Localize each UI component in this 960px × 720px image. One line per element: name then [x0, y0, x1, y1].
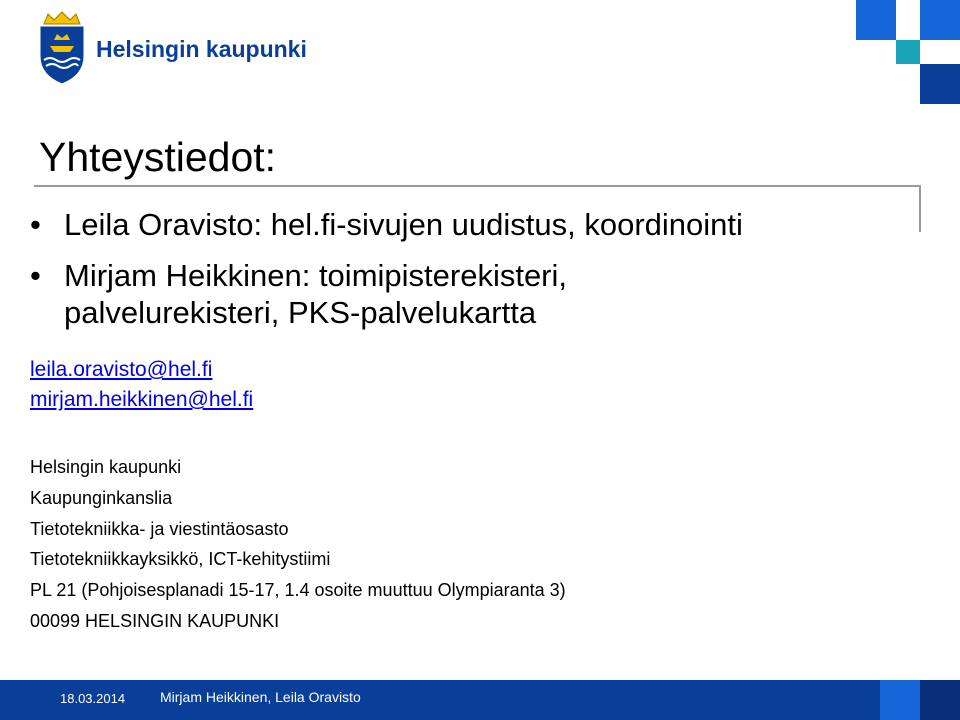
footer-square: [920, 680, 960, 720]
email-link-leila[interactable]: leila.oravisto@hel.fi: [30, 358, 213, 381]
brand-name: Helsingin kaupunki: [96, 36, 307, 62]
bullet-text: Mirjam Heikkinen: toimipisterekisteri,: [64, 258, 568, 293]
footer-authors: Mirjam Heikkinen, Leila Oravisto: [160, 689, 361, 705]
bullet-text: Leila Oravisto: hel.fi-sivujen uudistus, koordinointi: [64, 207, 743, 242]
bullet-item: [30, 206, 910, 243]
postal-address: [30, 452, 566, 637]
bullet-item: [30, 257, 910, 331]
address-line: PL 21 (Pohjoisesplanadi 15-17, 1.4 osoite muuttuu Olympiaranta 3): [30, 580, 566, 601]
address-line: Tietotekniikka- ja viestintäosasto: [30, 518, 289, 539]
bullet-icon: •: [30, 207, 41, 242]
address-line: Helsingin kaupunki: [30, 457, 182, 477]
logo: [34, 10, 307, 90]
email-links: [30, 355, 253, 415]
helsinki-crest-icon: [34, 10, 90, 86]
footer-date: 18.03.2014: [60, 691, 126, 706]
bullet-text-continued: palvelurekisteri, PKS-palvelukartta: [64, 295, 537, 330]
footer-bar: [0, 680, 960, 720]
address-line: Tietotekniikkayksikkö, ICT-kehitystiimi: [30, 549, 331, 570]
bullet-icon: •: [30, 258, 41, 293]
slide-title: Yhteystiedot:: [39, 134, 277, 180]
bullet-list: [30, 206, 910, 345]
address-line: 00099 HELSINGIN KAUPUNKI: [30, 610, 280, 631]
address-line: Kaupunginkanslia: [30, 487, 173, 508]
email-link-mirjam[interactable]: mirjam.heikkinen@hel.fi: [30, 388, 254, 411]
footer-square: [880, 680, 920, 720]
